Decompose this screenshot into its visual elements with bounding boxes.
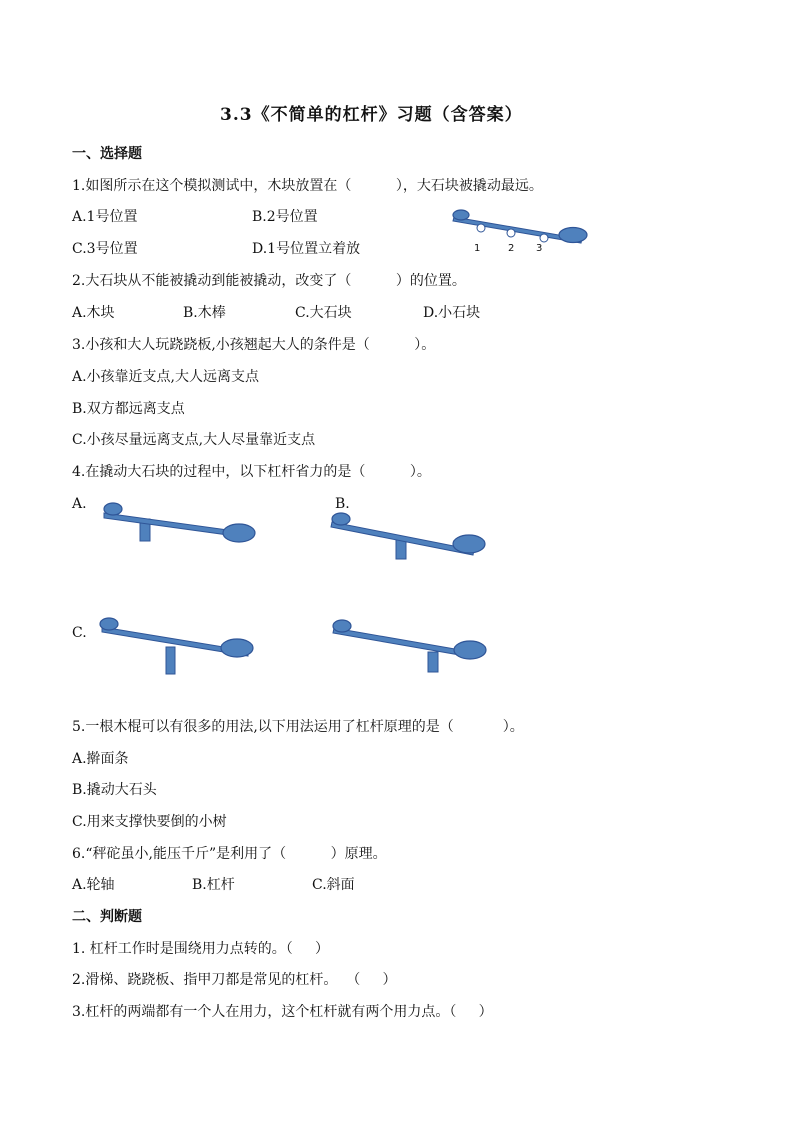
q1-position-label-2: 2	[508, 243, 515, 254]
q1-lever-figure	[440, 205, 600, 260]
q4-option-b-label: B.	[335, 496, 350, 512]
q3-option-a: A.小孩靠近支点,大人远离支点	[72, 369, 260, 385]
q1-small-stone	[453, 210, 469, 220]
section-heading-judge: 二、判断题	[72, 909, 142, 925]
q5-option-b: B.撬动大石头	[72, 782, 157, 798]
q1-position-marker-1	[477, 224, 485, 232]
q5-stem: 5.一根木棍可以有很多的用法,以下用法运用了杠杆原理的是（ ）。	[72, 719, 524, 735]
q1-position-label-1: 1	[474, 243, 481, 254]
q4-stem: 4.在撬动大石块的过程中，以下杠杆省力的是（ ）。	[72, 464, 431, 480]
q4-lever-d-figure	[330, 618, 495, 676]
judge-item-2: 2.滑梯、跷跷板、指甲刀都是常见的杠杆。 （ ）	[72, 972, 397, 988]
q4-lever-d-small-stone	[333, 620, 351, 632]
q4-lever-b-big-stone	[453, 535, 485, 553]
q4-lever-b-figure	[330, 510, 495, 565]
q4-lever-b-small-stone	[332, 513, 350, 525]
q4-lever-d-fulcrum	[428, 652, 438, 672]
section-heading-choice: 一、选择题	[72, 146, 142, 162]
q1-position-label-3: 3	[536, 243, 543, 254]
q4-option-a-label: A.	[72, 496, 87, 512]
q1-position-marker-3	[540, 234, 548, 242]
q6-option-a: A.轮轴	[72, 877, 115, 893]
q3-option-b: B.双方都远离支点	[72, 401, 185, 417]
q1-big-stone	[559, 228, 587, 243]
q4-lever-a-small-stone	[104, 503, 122, 515]
q3-option-c: C.小孩尽量远离支点,大人尽量靠近支点	[72, 432, 316, 448]
q1-option-a: A.1号位置	[72, 209, 138, 225]
judge-item-3: 3.杠杆的两端都有一个人在用力，这个杠杆就有两个用力点。（ ）	[72, 1004, 493, 1020]
q2-option-a: A.木块	[72, 305, 115, 321]
q4-lever-d-big-stone	[454, 641, 486, 659]
q4-lever-c-fulcrum	[166, 647, 175, 674]
q1-position-marker-2	[507, 229, 515, 237]
q4-option-c-label: C.	[72, 625, 87, 641]
q4-lever-c-big-stone	[221, 639, 253, 657]
q2-option-b: B.木棒	[183, 305, 226, 321]
q6-option-b: B.杠杆	[192, 877, 235, 893]
q6-stem: 6.“秤砣虽小,能压千斤”是利用了（ ）原理。	[72, 846, 387, 862]
q4-lever-c-small-stone	[100, 618, 118, 630]
q4-lever-a-big-stone	[223, 524, 255, 542]
q2-stem: 2.大石块从不能被撬动到能被撬动，改变了（ ）的位置。	[72, 273, 466, 289]
judge-item-1: 1. 杠杆工作时是围绕用力点转的。（ ）	[72, 941, 330, 957]
q1-option-c: C.3号位置	[72, 241, 138, 257]
q1-option-b: B.2号位置	[252, 209, 318, 225]
q2-option-d: D.小石块	[423, 305, 481, 321]
q5-option-c: C.用来支撑快要倒的小树	[72, 814, 227, 830]
page-title: 3.3《不简单的杠杆》习题（含答案）	[220, 105, 523, 125]
q4-lever-c-figure	[98, 615, 258, 677]
q5-option-a: A.擀面条	[72, 751, 129, 767]
q6-option-c: C.斜面	[312, 877, 355, 893]
q3-stem: 3.小孩和大人玩跷跷板,小孩翘起大人的条件是（ ）。	[72, 337, 436, 353]
q1-stem: 1.如图所示在这个模拟测试中，木块放置在（ ），大石块被撬动最远。	[72, 178, 543, 194]
q2-option-c: C.大石块	[295, 305, 352, 321]
q4-lever-a-figure	[100, 500, 260, 550]
q1-option-d: D.1号位置立着放	[252, 241, 361, 257]
